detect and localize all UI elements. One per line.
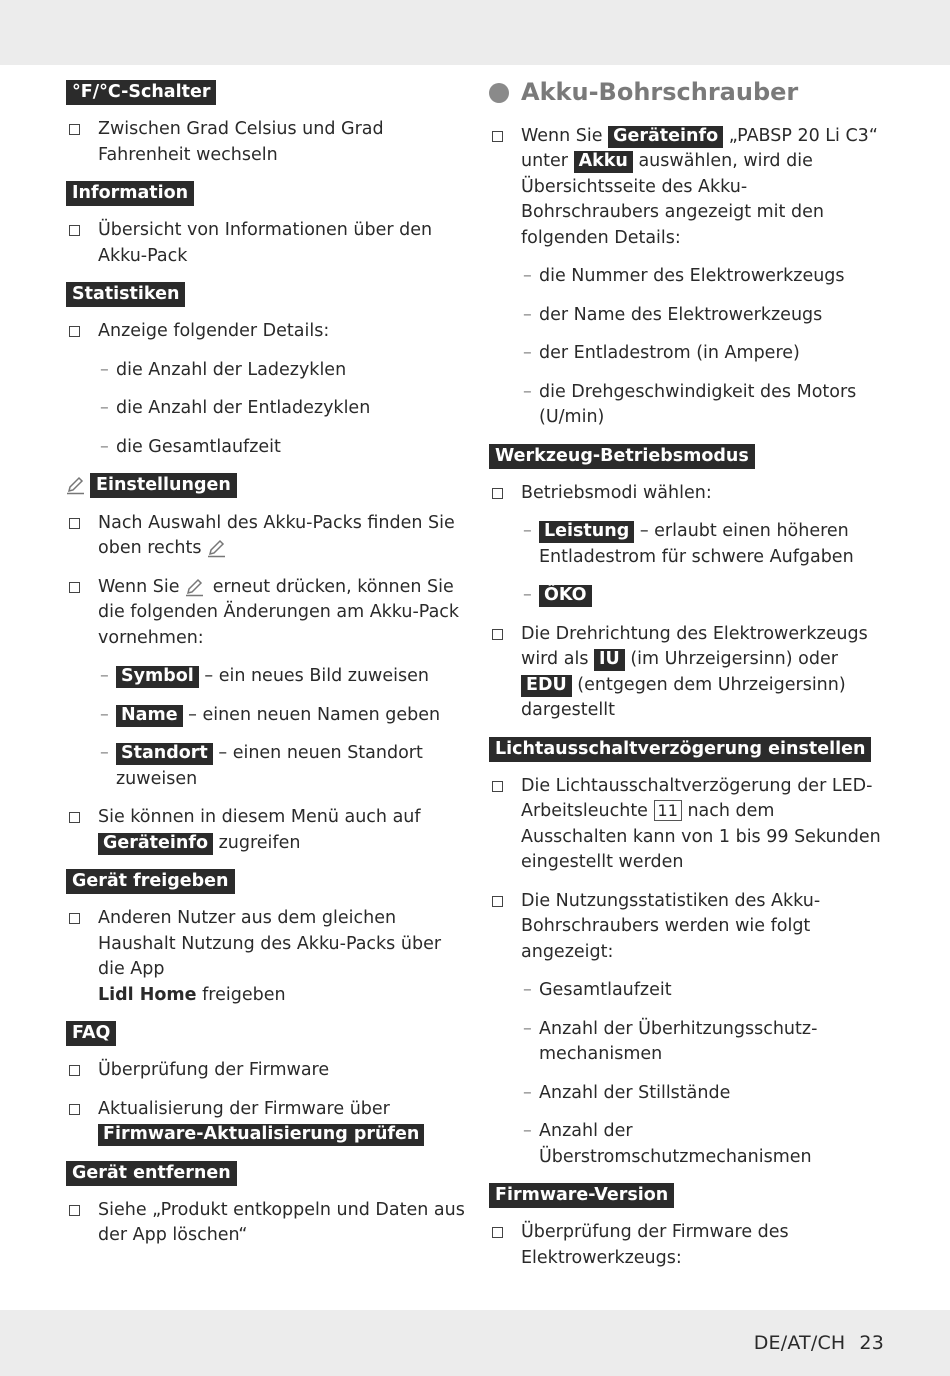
list-item: Überprüfung der Firmware <box>66 1058 466 1084</box>
dash-icon: – <box>523 585 532 605</box>
list-item: Die Drehrichtung des Elektrowerkzeugs wird als IU (im Uhrzeigersinn) oder EDU (entgegen dem Uhrzeigersinn) dargestellt <box>489 622 884 724</box>
heading-settings: Einstellungen <box>90 473 237 498</box>
list-item: Übersicht von Informationen über den Akku-Pack <box>66 218 466 269</box>
right-column <box>489 80 884 1284</box>
checkbox-icon <box>492 781 503 792</box>
dash-item: – Anzahl der Stillstände <box>489 1081 884 1107</box>
heading-firmware-version: Firmware-Version <box>489 1183 674 1208</box>
dash-item: – Leistung – erlaubt einen höheren Entladestrom für schwere Aufgaben <box>523 521 854 567</box>
menu-chip-device-info: Geräteinfo <box>98 833 213 855</box>
dash-icon: – <box>523 304 532 325</box>
bullet-dot-icon <box>489 83 509 103</box>
page-footer <box>754 1331 884 1357</box>
list-item: Sie können in diesem Menü auch auf Geräteinfo zugreifen <box>66 805 466 856</box>
dash-icon: – <box>100 359 109 380</box>
dash-item: – Standort – einen neuen Standort zuweisen <box>100 743 423 789</box>
dash-icon: – <box>523 1121 532 1141</box>
dash-item: – die Anzahl der Entladezyklen <box>66 396 466 422</box>
dash-icon: – <box>523 1082 532 1103</box>
option-chip-location: Standort <box>116 743 213 765</box>
option-chip-symbol: Symbol <box>116 666 199 688</box>
left-column <box>66 80 466 1262</box>
menu-chip-firmware-update: Firmware-Aktualisierung prüfen <box>98 1124 424 1146</box>
page-number: 23 <box>859 1332 884 1354</box>
checkbox-icon <box>69 913 80 924</box>
section-title: Akku-Bohrschrauber <box>489 80 884 106</box>
menu-chip-device-info: Geräteinfo <box>608 126 723 148</box>
region-label: DE/AT/CH <box>753 1332 846 1354</box>
checkbox-icon <box>69 812 80 823</box>
direction-chip-iu: IU <box>594 649 625 671</box>
heading-share-device: Gerät freigeben <box>66 869 235 894</box>
dash-icon: – <box>100 666 109 686</box>
dash-item: – Gesamtlaufzeit <box>489 978 884 1004</box>
dash-icon: – <box>523 980 532 1000</box>
checkbox-icon <box>69 326 80 337</box>
checkbox-icon <box>492 629 503 640</box>
list-item: Aktualisierung der Firmware über Firmware-Aktualisierung prüfen <box>66 1097 466 1148</box>
dash-item: – der Name des Elektrowerkzeugs <box>489 303 884 329</box>
heading-light-delay: Lichtausschaltverzögerung einstellen <box>489 737 871 762</box>
list-item: Überprüfung der Firmware des Elektrowerkzeugs: <box>489 1220 884 1271</box>
checkbox-icon <box>492 488 503 499</box>
list-item: Die Lichtausschaltverzögerung der LED-Arbeitsleuchte 11 nach dem Ausschalten kann von 1 bis 99 Sekunden eingestellt werden <box>489 774 884 876</box>
dash-item: – die Anzahl der Ladezyklen <box>66 358 466 384</box>
menu-chip-battery: Akku <box>574 151 633 173</box>
checkbox-icon <box>69 518 80 529</box>
dash-icon: – <box>523 343 532 363</box>
dash-icon: – <box>523 381 532 402</box>
list-item: Die Nutzungsstatistiken des Akku-Bohrschraubers werden wie folgt angezeigt: <box>489 889 884 966</box>
dash-item: – der Entladestrom (in Ampere) <box>489 341 884 367</box>
dash-icon: – <box>523 266 532 286</box>
list-item: Nach Auswahl des Akku-Packs finden Sie oben rechts <box>66 511 466 562</box>
mode-chip-eco: ÖKO <box>539 585 592 607</box>
heading-information: Information <box>66 181 194 206</box>
checkbox-icon <box>69 225 80 236</box>
dash-item: – Name – einen neuen Namen geben <box>66 703 466 729</box>
heading-remove-device: Gerät entfernen <box>66 1161 237 1186</box>
dash-icon: – <box>523 1018 532 1039</box>
option-chip-name: Name <box>116 705 183 727</box>
heading-temperature-switch: °F/°C-Schalter <box>66 80 216 105</box>
checkbox-icon <box>492 131 503 142</box>
mode-chip-power: Leistung <box>539 521 634 543</box>
direction-chip-edu: EDU <box>521 675 572 697</box>
heading-statistics: Statistiken <box>66 282 185 307</box>
checkbox-icon <box>492 896 503 907</box>
dash-icon: – <box>100 704 109 725</box>
checkbox-icon <box>69 1104 80 1115</box>
dash-icon: – <box>100 398 109 418</box>
list-item: Wenn Sie erneut drücken, können Sie die folgenden Änderungen am Akku-Pack vornehmen: <box>66 575 466 652</box>
dash-item: – Anzahl der Überstromschutzmechanismen <box>523 1121 812 1167</box>
list-item: Siehe „Produkt entkoppeln und Daten aus der App löschen“ <box>66 1198 466 1249</box>
pencil-icon <box>185 577 207 597</box>
header-band <box>0 0 950 65</box>
checkbox-icon <box>69 124 80 135</box>
checkbox-icon <box>69 582 80 593</box>
list-item: Zwischen Grad Celsius und Grad Fahrenheit wechseln <box>66 117 466 168</box>
dash-icon: – <box>100 743 109 763</box>
heading-faq: FAQ <box>66 1021 116 1046</box>
list-item: Anderen Nutzer aus dem gleichen Haushalt Nutzung des Akku-Packs über die App Lidl Home freigeben <box>66 906 466 1008</box>
heading-tool-mode: Werkzeug-Betriebsmodus <box>489 444 755 469</box>
list-item: Wenn Sie Geräteinfo „PABSP 20 Li C3“ unter Akku auswählen, wird die Übersichtsseite des Akku-Bohrschraubers angezeigt mit den folgenden Details: <box>489 124 884 252</box>
list-item: Anzeige folgender Details: <box>66 319 466 345</box>
dash-item <box>489 583 884 609</box>
reference-number-box: 11 <box>654 800 682 821</box>
checkbox-icon <box>492 1227 503 1238</box>
heading-row-settings <box>66 473 466 499</box>
dash-item: – Symbol – ein neues Bild zuweisen <box>66 664 466 690</box>
pencil-icon <box>207 538 229 558</box>
pencil-icon <box>66 475 88 495</box>
dash-icon: – <box>100 436 109 457</box>
dash-icon: – <box>523 521 532 541</box>
list-item: Betriebsmodi wählen: <box>489 481 884 507</box>
checkbox-icon <box>69 1205 80 1216</box>
dash-item: – Anzahl der Überhitzungsschutz-mechanismen <box>523 1018 818 1064</box>
dash-item: – die Drehgeschwindigkeit des Motors (U/min) <box>523 381 857 427</box>
dash-item: – die Nummer des Elektrowerkzeugs <box>489 264 884 290</box>
dash-item: – die Gesamtlaufzeit <box>66 435 466 461</box>
checkbox-icon <box>69 1065 80 1076</box>
